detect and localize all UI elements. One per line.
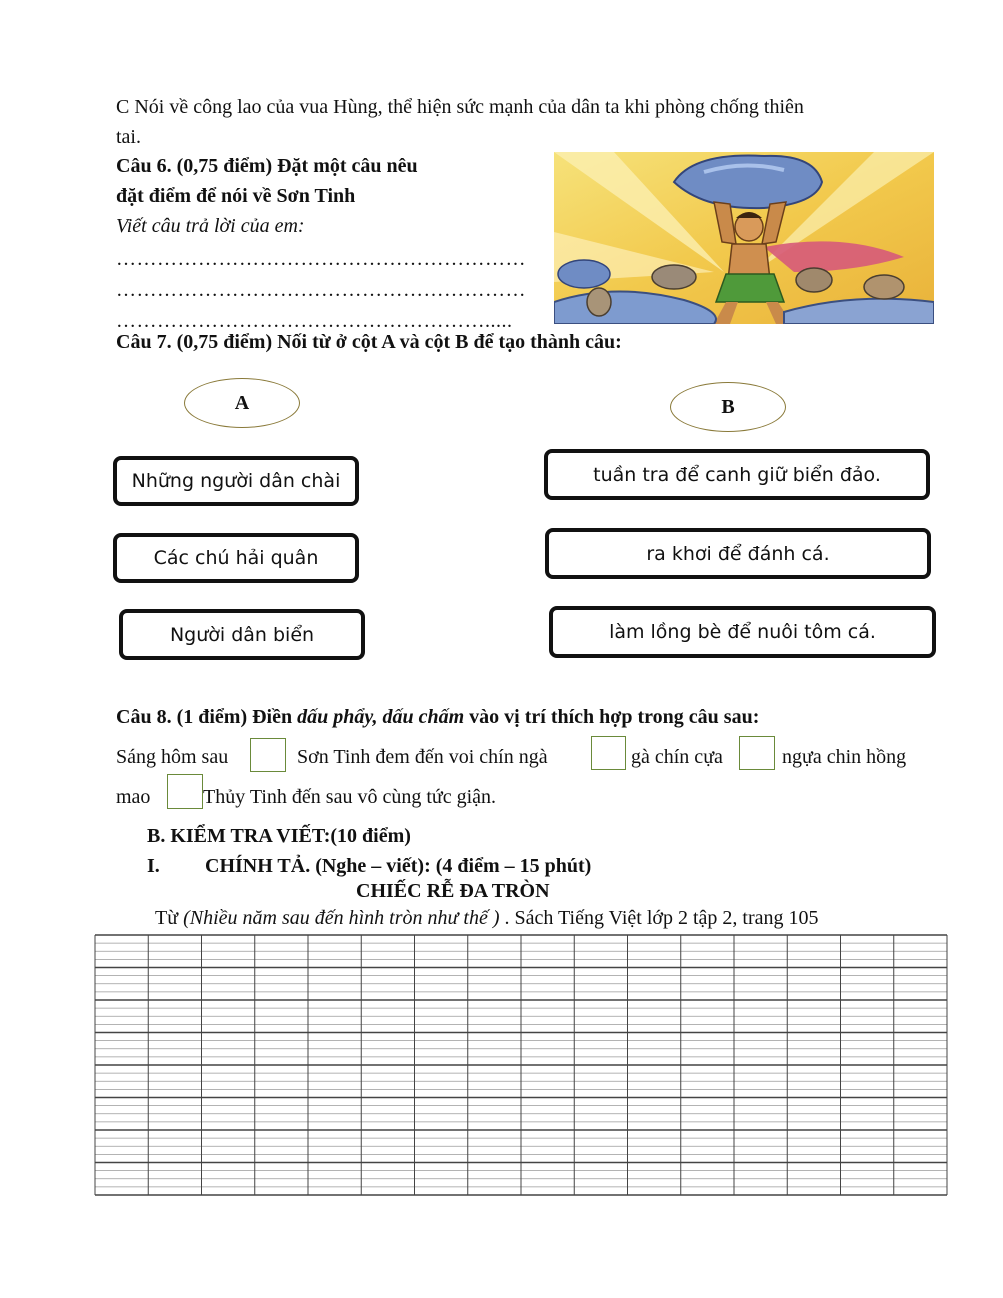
son-tinh-illustration bbox=[554, 152, 934, 324]
column-b-item-2[interactable]: ra khơi để đánh cá. bbox=[545, 528, 931, 579]
section-b-heading: B. KIỂM TRA VIẾT:(10 điểm) bbox=[147, 825, 411, 847]
q8-blank-4[interactable] bbox=[167, 774, 203, 809]
q8-blank-3[interactable] bbox=[739, 736, 775, 770]
source-line bbox=[155, 907, 819, 930]
column-b-label: B bbox=[670, 382, 786, 432]
q8-title bbox=[116, 706, 759, 729]
q6-answer-line-1[interactable]: …………………………………………………… bbox=[116, 248, 526, 270]
q8-seg-3: gà chín cựa bbox=[631, 746, 723, 768]
lesson-title: CHIẾC RỄ ĐA TRÒN bbox=[356, 880, 550, 902]
q8-seg-1: Sáng hôm sau bbox=[116, 746, 229, 768]
writing-grid[interactable] bbox=[94, 934, 948, 1196]
column-b-item-1[interactable]: tuần tra để canh giữ biển đảo. bbox=[544, 449, 930, 500]
column-b-item-3[interactable]: làm lồng bè để nuôi tôm cá. bbox=[549, 606, 936, 658]
q6-title-line1: Câu 6. (0,75 điểm) Đặt một câu nêu bbox=[116, 155, 418, 177]
column-a-item-2[interactable]: Các chú hải quân bbox=[113, 533, 359, 583]
q6-answer-line-3[interactable]: ………………………………………………..... bbox=[116, 310, 513, 332]
q7-title: Câu 7. (0,75 điểm) Nối từ ở cột A và cột B để tạo thành câu: bbox=[116, 331, 622, 353]
q8-blank-1[interactable] bbox=[250, 738, 286, 772]
column-a-item-3[interactable]: Người dân biển bbox=[119, 609, 365, 660]
q6-answer-line-2[interactable]: …………………………………………………… bbox=[116, 279, 526, 301]
q8-title-italic: dấu phẩy, dấu chấm bbox=[297, 706, 465, 728]
source-suffix: . Sách Tiếng Việt lớp 2 tập 2, trang 105 bbox=[499, 907, 819, 929]
q8-blank-2[interactable] bbox=[591, 736, 626, 770]
q8-seg-2: Sơn Tinh đem đến voi chín ngà bbox=[297, 746, 548, 768]
source-prefix: Từ bbox=[155, 907, 184, 929]
answer-c-line2: tai. bbox=[116, 126, 141, 148]
q8-seg-6: Thủy Tinh đến sau vô cùng tức giận. bbox=[203, 786, 497, 808]
answer-c-line1: C Nói về công lao của vua Hùng, thể hiện sức mạnh của dân ta khi phòng chống thiên bbox=[116, 96, 804, 118]
part-1-number: I. bbox=[147, 855, 160, 877]
q8-seg-5: mao bbox=[116, 786, 151, 808]
part-1-title: CHÍNH TẢ. (Nghe – viết): (4 điểm – 15 phút) bbox=[205, 855, 592, 877]
q8-title-prefix: Câu 8. (1 điểm) Điền bbox=[116, 706, 298, 728]
column-a-label: A bbox=[184, 378, 300, 428]
column-a-item-1[interactable]: Những người dân chài bbox=[113, 456, 359, 506]
q6-title-line2: đặt điểm để nói về Sơn Tinh bbox=[116, 185, 356, 207]
q8-seg-4: ngựa chin hồng bbox=[782, 746, 907, 768]
source-italic: (Nhiều năm sau đến hình tròn như thế ) bbox=[183, 907, 500, 929]
q6-prompt: Viết câu trả lời của em: bbox=[116, 215, 305, 237]
q8-title-suffix: vào vị trí thích hợp trong câu sau: bbox=[464, 706, 760, 728]
